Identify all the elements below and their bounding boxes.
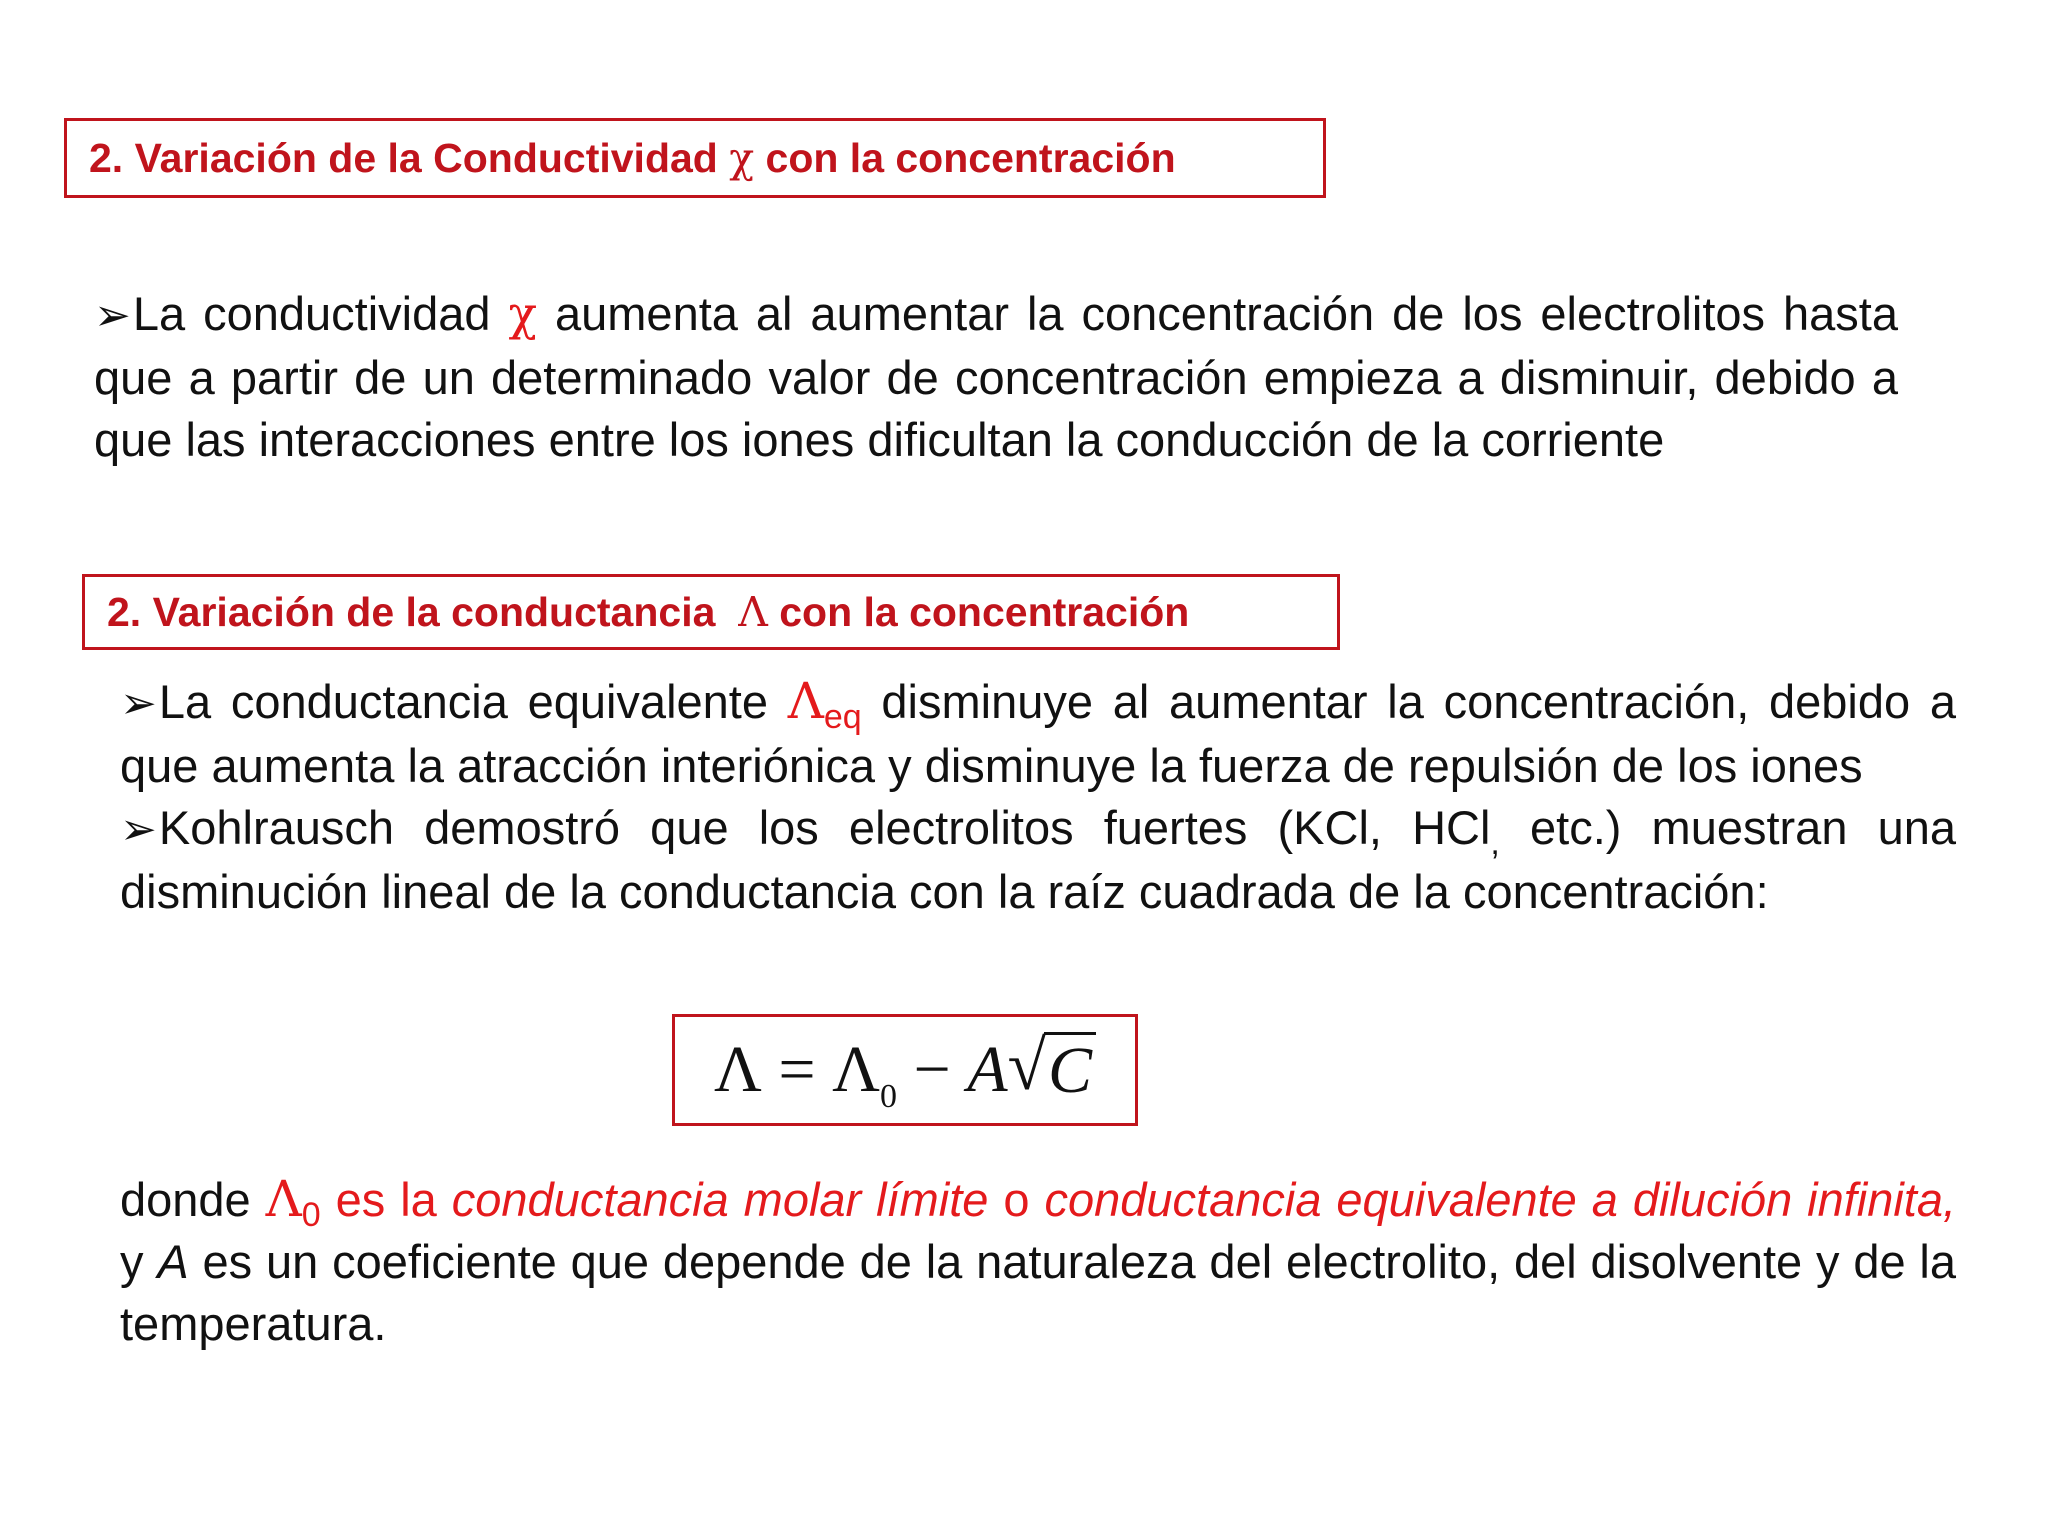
lambda-glyph: Λ (787, 672, 824, 730)
text: o (1003, 1173, 1030, 1226)
text: etc.) muestran una disminución lineal de la conductancia con la raíz cuadrada de la concentración: (120, 801, 1957, 918)
lambda-zero (832, 1032, 897, 1115)
heading-text: 2. Variación de la conductancia (107, 588, 716, 635)
bullet-item (120, 797, 1956, 923)
arrow-bullet-icon: ➢ (120, 679, 157, 728)
paragraph-conductancia (120, 670, 1956, 923)
section-heading-conductividad (64, 118, 1326, 198)
lambda-glyph: Λ (265, 1170, 302, 1228)
text: es un coeficiente que depende de la naturaleza del electrolito, del disolvente y de la temperatura. (120, 1235, 1957, 1350)
section-heading-conductancia (82, 574, 1340, 650)
coefficient-a: A (967, 1033, 1008, 1106)
paragraph-explanation (120, 1168, 1956, 1355)
coefficient-a: A (157, 1235, 189, 1288)
term-dilucion-infinita: conductancia equivalente a dilución infinita, (1044, 1173, 1957, 1226)
square-root (1007, 1028, 1096, 1108)
minus-sign: − (913, 1033, 951, 1106)
heading-text: 2. Variación de la Conductividad (89, 134, 718, 181)
text: La conductividad (132, 287, 491, 340)
arrow-bullet-icon: ➢ (94, 291, 131, 340)
comma-subscript: , (1490, 824, 1500, 862)
text: disminuye al aumentar la concentración, debido a que aumenta la atracción interiónica y disminuye la fuerza de repulsión de los iones (120, 675, 1957, 792)
text: es la (335, 1173, 437, 1226)
term-conductancia-molar-limite: conductancia molar límite (451, 1173, 989, 1226)
subscript: eq (823, 698, 862, 736)
arrow-bullet-icon: ➢ (120, 805, 157, 854)
text: donde (120, 1173, 251, 1226)
text: y (120, 1235, 144, 1288)
radical-sign-icon: √ (1007, 1028, 1046, 1106)
text: Kohlrausch demostró que los electrolitos fuertes (KCl, HCl (158, 801, 1491, 854)
heading-text-suffix: con la concentración (765, 134, 1176, 181)
kohlrausch-equation (672, 1014, 1138, 1126)
lambda-symbol: Λ (738, 587, 768, 636)
text: aumenta al aumentar la concentración de los electrolitos hasta que a partir de un determinado valor de concentración empieza a disminuir, debido a que las interacciones entre los iones dificultan la conducción de la corriente (94, 287, 1899, 466)
lambda-eq-symbol (787, 672, 862, 736)
text: La conductancia equivalente (158, 675, 768, 728)
subscript: 0 (301, 1196, 321, 1234)
equals-sign: = (778, 1033, 816, 1106)
lambda-glyph: Λ (832, 1033, 880, 1106)
radicand: C (1044, 1032, 1096, 1108)
bullet-item (120, 670, 1956, 797)
lambda-zero-symbol (265, 1170, 321, 1234)
paragraph-conductividad (94, 283, 1898, 471)
lambda-lhs: Λ (714, 1033, 762, 1106)
chi-symbol: χ (508, 287, 538, 342)
heading-text-suffix: con la concentración (779, 588, 1190, 635)
subscript: 0 (879, 1078, 897, 1115)
chi-symbol: χ (729, 133, 755, 182)
